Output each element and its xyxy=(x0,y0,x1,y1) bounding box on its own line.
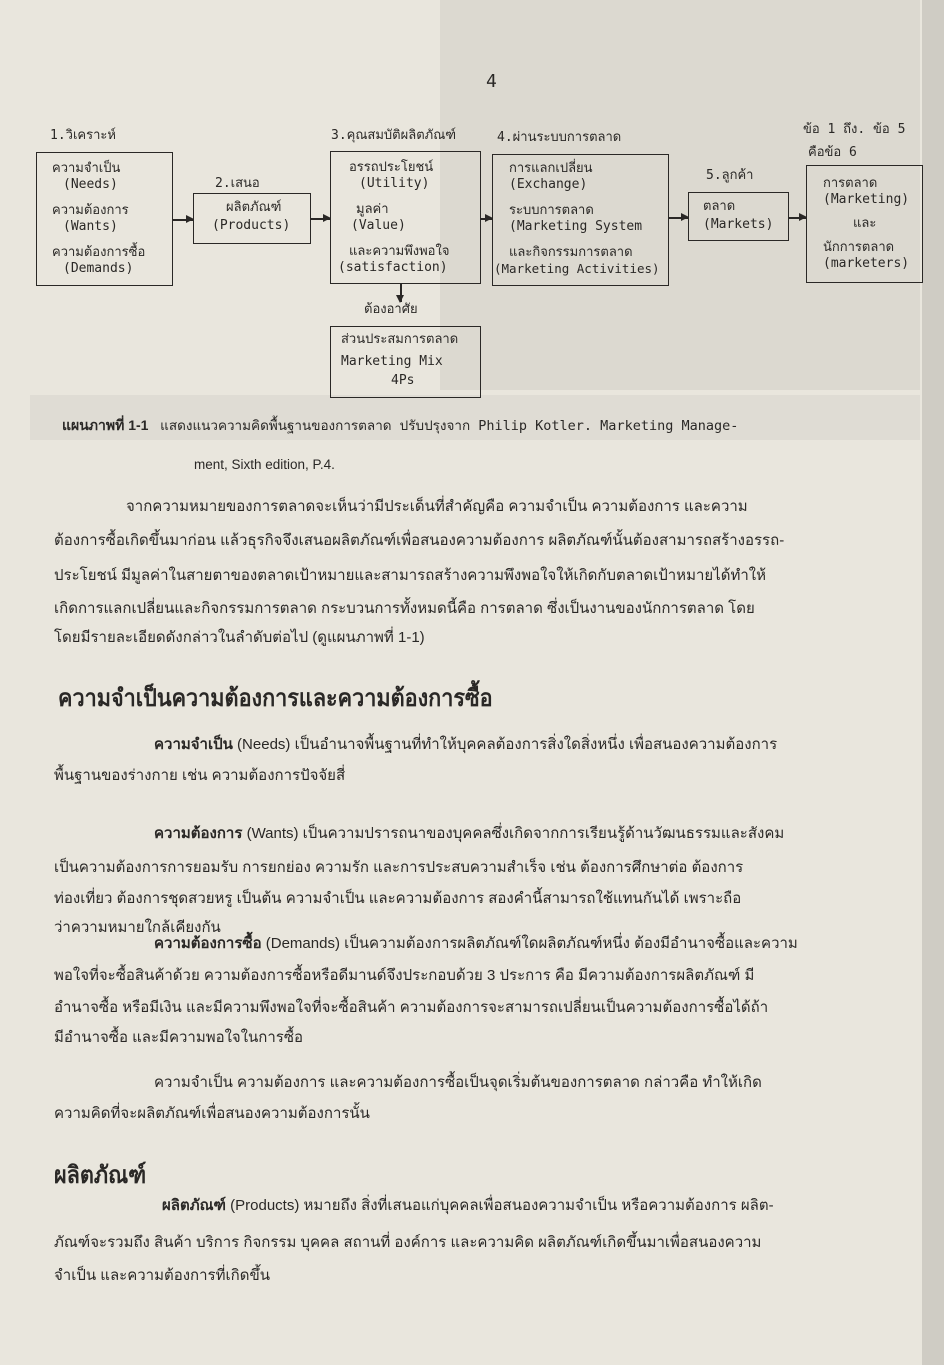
box-text: (Utility) xyxy=(359,176,430,191)
needs-paragraph xyxy=(154,735,777,755)
box-text: ความจำเป็น xyxy=(52,161,121,176)
text-line: อำนาจซื้อ หรือมีเงิน และมีความพึงพอใจที่จะซื้อสินค้า ความต้องการจะสามารถเปลี่ยนเป็นความต้องการซื้อได้ถ้า xyxy=(54,999,769,1016)
arrow-icon xyxy=(789,217,806,219)
box-text: การแลกเปลี่ยน xyxy=(509,161,593,176)
box-text: ความต้องการซื้อ xyxy=(52,245,146,260)
box-text: ระบบการตลาด xyxy=(509,203,594,218)
box-text: อรรถประโยชน์ xyxy=(349,160,434,175)
term: ความต้องการซื้อ xyxy=(154,935,262,952)
arrow-icon xyxy=(173,219,193,221)
text-line: ว่าความหมายใกล้เคียงกัน xyxy=(54,919,221,936)
arrow-down-icon xyxy=(400,284,402,302)
box-text: (Marketing System xyxy=(509,219,643,234)
step6-label: คือข้อ 6 xyxy=(808,145,857,160)
text-line: ความจำเป็น ความต้องการ และความต้องการซื้อเป็นจุดเริ่มต้นของการตลาด กล่าวคือ ทำให้เกิด xyxy=(154,1074,762,1091)
box-text: ตลาด xyxy=(703,199,736,214)
text-line: เกิดการแลกเปลี่ยนและกิจกรรมการตลาด กระบวนการทั้งหมดนี้คือ การตลาด ซึ่งเป็นงานของนักการตลาด โดย xyxy=(54,600,755,617)
step1-label: 1.วิเคราะห์ xyxy=(50,128,116,143)
text-line: มีอำนาจซื้อ และมีความพอใจในการซื้อ xyxy=(54,1029,304,1046)
step4-box xyxy=(492,154,669,286)
depends-label: ต้องอาศัย xyxy=(364,302,418,317)
box-text: Marketing Mix xyxy=(341,354,443,369)
box-text: ความต้องการ xyxy=(52,203,129,218)
arrow-icon xyxy=(669,217,688,219)
box-text: และกิจกรรมการตลาด xyxy=(509,245,633,260)
page-edge xyxy=(922,0,944,1365)
step4-label: 4.ผ่านระบบการตลาด xyxy=(497,130,622,145)
box-text: (Needs) xyxy=(63,177,118,192)
box-text: (Exchange) xyxy=(509,177,588,192)
products-paragraph xyxy=(162,1196,774,1216)
box-text: (marketers) xyxy=(823,256,910,271)
step1-box xyxy=(36,152,173,286)
box-text: (Marketing) xyxy=(823,192,910,207)
step6-box xyxy=(806,165,923,283)
wants-paragraph xyxy=(154,824,784,844)
box-text: การตลาด xyxy=(823,176,878,191)
term: ผลิตภัณฑ์ xyxy=(162,1197,226,1214)
term: ความจำเป็น xyxy=(154,736,233,753)
step2-box xyxy=(193,193,311,244)
box-text: (Marketing Activities) xyxy=(494,261,660,276)
text: (Needs) เป็นอำนาจพื้นฐานที่ทำให้บุคคลต้องการสิ่งใดสิ่งหนึ่ง เพื่อสนองความต้องการ xyxy=(232,736,778,753)
step5-box xyxy=(688,192,789,241)
box-text: ส่วนประสมการตลาด xyxy=(341,332,459,347)
section-heading: ความจำเป็นความต้องการและความต้องการซื้อ xyxy=(58,684,493,712)
text-line: ต้องการซื้อเกิดขึ้นมาก่อน แล้วธุรกิจจึงเสนอผลิตภัณฑ์เพื่อสนองความต้องการ ผลิตภัณฑ์นั้นต้องสามารถสร้างอรรถ- xyxy=(54,532,785,549)
box-text: (Products) xyxy=(212,218,291,233)
caption-text-2: ment, Sixth edition, P.4. xyxy=(194,457,335,472)
step2-label: 2.เสนอ xyxy=(215,176,260,191)
arrow-icon xyxy=(311,218,330,220)
box-text: (Wants) xyxy=(63,219,118,234)
text-line: พื้นฐานของร่างกาย เช่น ความต้องการปัจจัยสี่ xyxy=(54,767,346,784)
text-line: พอใจที่จะซื้อสินค้าด้วย ความต้องการซื้อหรือดีมานด์จึงประกอบด้วย 3 ประการ คือ มีความต้องการผลิตภัณฑ์ มี xyxy=(54,967,755,984)
box-text: (satisfaction) xyxy=(338,260,448,275)
text-line: ท่องเที่ยว ต้องการชุดสวยหรู เป็นต้น ความจำเป็น และความต้องการ สองคำนี้สามารถใช้แทนกันได้ เพราะถือ xyxy=(54,890,742,907)
step6-label: ข้อ 1 ถึง. ข้อ 5 xyxy=(803,122,906,137)
box-text: และความพึงพอใจ xyxy=(349,244,450,259)
box-text: มูลค่า xyxy=(356,202,389,217)
demands-paragraph xyxy=(154,934,798,954)
text: (Products) หมายถึง สิ่งที่เสนอแก่บุคคลเพื่อสนองความจำเป็น หรือความต้องการ ผลิต- xyxy=(225,1197,774,1214)
text-line: จำเป็น และความต้องการที่เกิดขึ้น xyxy=(54,1267,270,1284)
text: (Demands) เป็นความต้องการผลิตภัณฑ์ใดผลิตภัณฑ์หนึ่ง ต้องมีอำนาจซื้อและความ xyxy=(261,935,798,952)
section-heading: ผลิตภัณฑ์ xyxy=(54,1161,147,1189)
text-line: โดยมีรายละเอียดดังกล่าวในลำดับต่อไป (ดูแผนภาพที่ 1-1) xyxy=(54,629,425,646)
caption-label: แผนภาพที่ 1-1 xyxy=(62,417,149,433)
box-text: นักการตลาด xyxy=(823,240,895,255)
marketing-mix-box xyxy=(330,326,481,398)
caption-text: แสดงแนวความคิดพื้นฐานของการตลาด ปรับปรุงจาก Philip Kotler. Marketing Manage- xyxy=(160,418,739,434)
text-line: ประโยชน์ มีมูลค่าในสายตาของตลาดเป้าหมายและสามารถสร้างความพึงพอใจให้เกิดกับตลาดเป้าหมายได้ทำให้ xyxy=(54,567,766,584)
text: (Wants) เป็นความปรารถนาของบุคคลซึ่งเกิดจากการเรียนรู้ด้านวัฒนธรรมและสังคม xyxy=(242,825,785,842)
text-line: จากความหมายของการตลาดจะเห็นว่ามีประเด็นที่สำคัญคือ ความจำเป็น ความต้องการ และความ xyxy=(126,498,748,515)
box-text: (Value) xyxy=(351,218,406,233)
term: ความต้องการ xyxy=(154,825,243,842)
text-line: ภัณฑ์จะรวมถึง สินค้า บริการ กิจกรรม บุคคล สถานที่ องค์การ และความคิด ผลิตภัณฑ์เกิดขึ้นมาเพื่อสนองความ xyxy=(54,1234,762,1251)
page-number: 4 xyxy=(486,71,497,92)
box-text: (Demands) xyxy=(63,261,134,276)
box-text: และ xyxy=(853,216,877,231)
text-line: เป็นความต้องการการยอมรับ การยกย่อง ความรัก และการประสบความสำเร็จ เช่น ต้องการศึกษาต่อ ต้องการ xyxy=(54,859,744,876)
step3-label: 3.คุณสมบัติผลิตภัณฑ์ xyxy=(331,128,457,143)
step5-label: 5.ลูกค้า xyxy=(706,168,754,183)
text-line: ความคิดที่จะผลิตภัณฑ์เพื่อสนองความต้องการนั้น xyxy=(54,1105,370,1122)
box-text: (Markets) xyxy=(703,217,774,232)
figure-caption xyxy=(62,415,738,435)
box-text: 4Ps xyxy=(391,373,415,388)
box-text: ผลิตภัณฑ์ xyxy=(226,200,282,215)
arrow-icon xyxy=(481,218,492,220)
step3-box xyxy=(330,151,481,284)
